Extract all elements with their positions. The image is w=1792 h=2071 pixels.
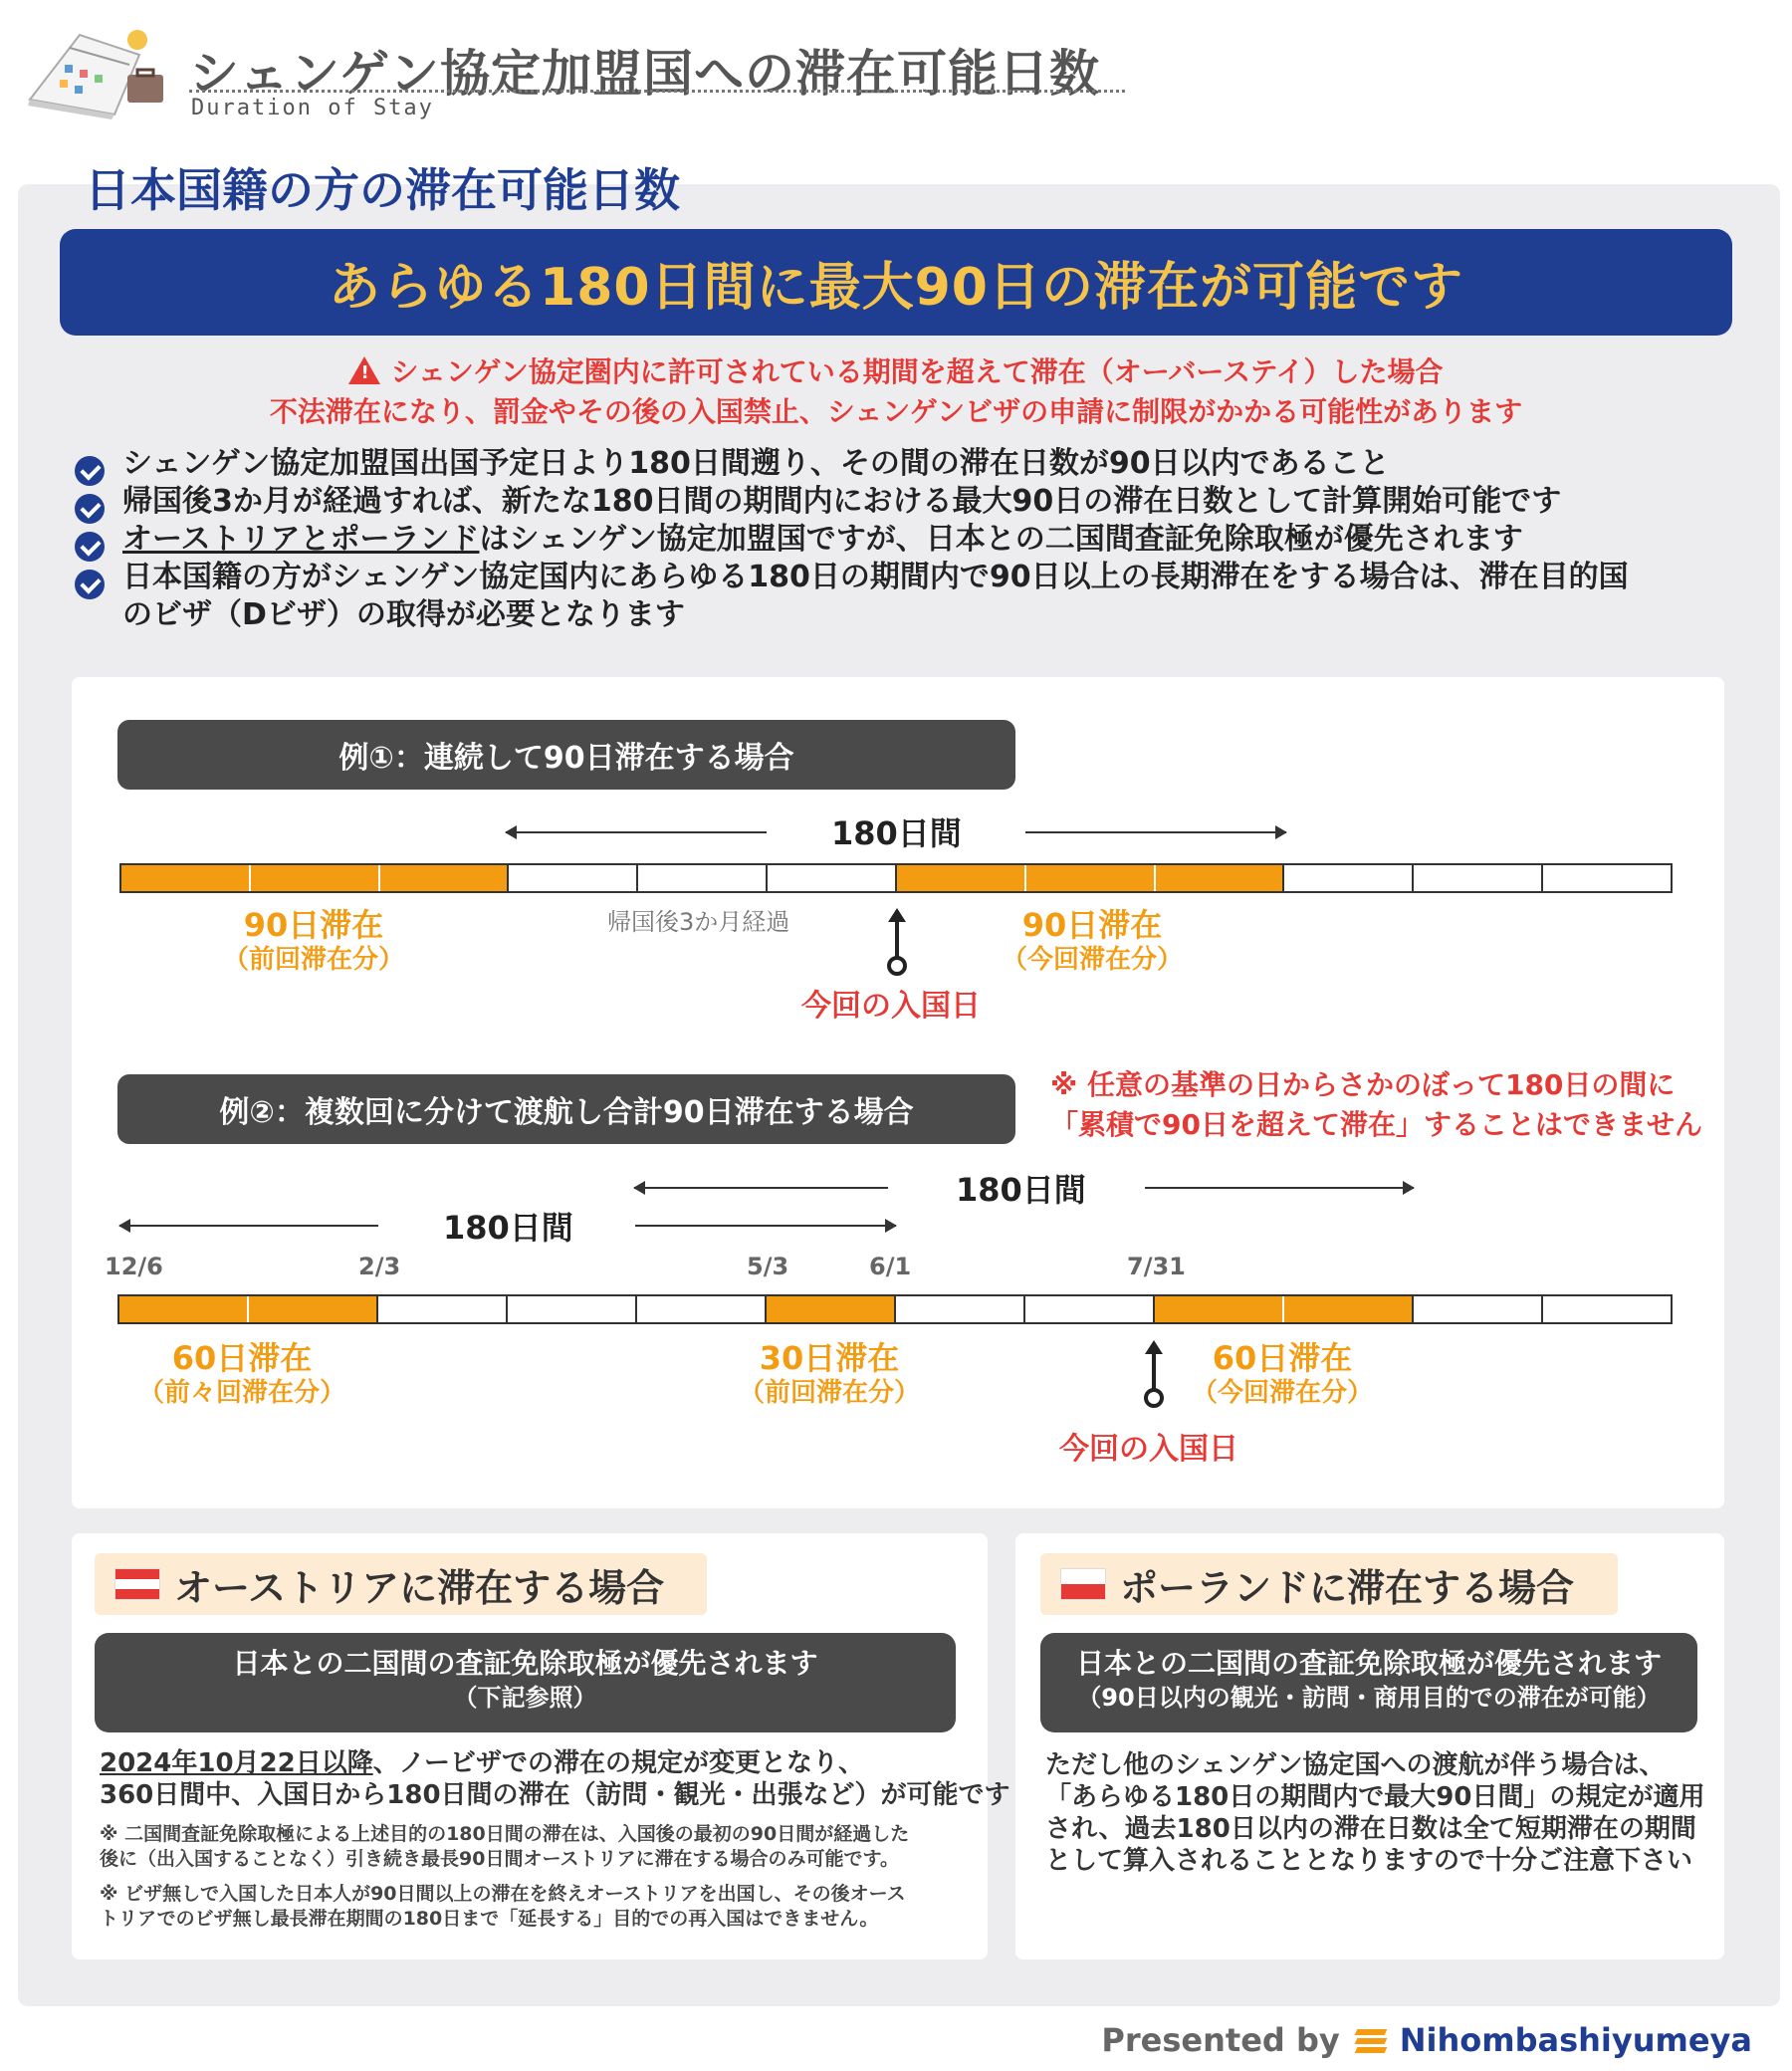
stay-segment bbox=[1026, 865, 1156, 891]
entry-pin-icon bbox=[884, 908, 910, 978]
stay-days: 90日滞在 bbox=[243, 906, 384, 944]
stay-segment bbox=[767, 1296, 896, 1322]
stay-days: 60日滞在 bbox=[1212, 1339, 1353, 1377]
example2-stay-1 bbox=[127, 1339, 356, 1409]
empty-segment bbox=[508, 1296, 637, 1322]
check-icon bbox=[75, 532, 105, 562]
arrow-right bbox=[1025, 831, 1286, 833]
arrow-right bbox=[1145, 1187, 1414, 1189]
rule-line-1: 日本との二国間の査証免除取極が優先されます bbox=[1075, 1647, 1662, 1680]
example1-label: 例①：連続して90日滞在する場合 bbox=[117, 720, 1015, 790]
empty-segment bbox=[509, 865, 638, 891]
empty-segment bbox=[638, 865, 768, 891]
example2-label: 例②：複数回に分けて渡航し合計90日滞在する場合 bbox=[117, 1074, 1015, 1144]
austria-note-1 bbox=[100, 1822, 909, 1872]
stay-segment bbox=[121, 865, 251, 891]
empty-segment bbox=[1414, 865, 1543, 891]
list-item-text: 日本国籍の方がシェンゲン協定国内にあらゆる180日の期間内で90日以上の長期滞在をする場合は、滞在目的国 bbox=[122, 560, 1629, 594]
list-item-text: シェンゲン協定加盟国出国予定日より180日間遡り、その間の滞在日数が90日以内であること bbox=[122, 446, 1390, 481]
check-icon bbox=[75, 494, 105, 524]
empty-segment bbox=[768, 865, 897, 891]
note-line: 後に（出入国することなく）引き続き最長90日間オーストリアに滞在する場合のみ可能です。 bbox=[100, 1848, 899, 1870]
brand-logo-icon bbox=[1352, 2025, 1392, 2055]
note-line: ※ 任意の基準の日からさかのぼって180日の間に bbox=[1050, 1068, 1676, 1101]
section-title: 日本国籍の方の滞在可能日数 bbox=[85, 163, 680, 217]
example1-timeline bbox=[119, 863, 1673, 893]
arrow-left bbox=[634, 1187, 888, 1189]
austria-rule-box bbox=[95, 1633, 956, 1732]
check-icon bbox=[75, 456, 105, 486]
example2-range-label-upper: 180日間 bbox=[956, 1171, 1086, 1209]
note-line: ※ ビザ無しで入国した日本人が90日間以上の滞在を終えオーストリアを出国し、その後オース bbox=[100, 1883, 906, 1905]
empty-segment bbox=[1414, 1296, 1543, 1322]
empty-segment bbox=[1025, 1296, 1155, 1322]
stay-segment bbox=[251, 865, 380, 891]
date-label: 6/1 bbox=[869, 1253, 912, 1280]
rule-line-2: （下記参照） bbox=[453, 1684, 597, 1712]
body-line: 、ノービザでの滞在の規定が変更となり、 bbox=[372, 1748, 864, 1778]
austria-card-title bbox=[95, 1553, 707, 1615]
poland-flag-icon bbox=[1060, 1568, 1106, 1600]
body-line: 「あらゆる180日の期間内で最大90日間」の規定が適用 bbox=[1045, 1782, 1705, 1812]
arrow-left bbox=[119, 1225, 378, 1227]
austria-note-2 bbox=[100, 1882, 906, 1932]
empty-segment bbox=[896, 1296, 1025, 1322]
example1-entry-label: 今回の入国日 bbox=[801, 989, 981, 1024]
stay-segment bbox=[897, 865, 1026, 891]
date-label: 7/31 bbox=[1127, 1253, 1186, 1280]
warning-line-2: 不法滞在になり、罰金やその後の入国禁止、シェンゲンビザの申請に制限がかかる可能性があります bbox=[269, 395, 1523, 428]
example2-note bbox=[1050, 1065, 1702, 1145]
poland-rule-box bbox=[1040, 1633, 1697, 1732]
date-label: 2/3 bbox=[358, 1253, 401, 1280]
example1-gap-note: 帰国後3か月経過 bbox=[607, 908, 790, 936]
list-item-underlined: オーストリアとポーランド bbox=[122, 522, 480, 557]
poland-card-title bbox=[1040, 1553, 1618, 1615]
list-item-text-cont: のビザ（Dビザ）の取得が必要となります bbox=[122, 597, 685, 632]
warning-text-1: シェンゲン協定圏内に許可されている期間を超えて滞在（オーバーステイ）した場合 bbox=[390, 355, 1444, 388]
body-line: 360日間中、入国日から180日間の滞在（訪問・観光・出張など）が可能です bbox=[100, 1780, 1010, 1810]
example2-stay-2 bbox=[725, 1339, 934, 1409]
arrow-right bbox=[635, 1225, 896, 1227]
rules-list bbox=[75, 445, 1767, 634]
card-title-text: ポーランドに滞在する場合 bbox=[1120, 1565, 1575, 1610]
list-item bbox=[75, 521, 1767, 559]
body-line: として算入されることとなりますので十分ご注意下さい bbox=[1045, 1846, 1693, 1876]
empty-segment bbox=[637, 1296, 767, 1322]
example1-curr-stay bbox=[988, 906, 1197, 976]
header-divider bbox=[189, 90, 1125, 93]
page-title: シェンゲン協定加盟国への滞在可能日数 bbox=[189, 45, 1100, 103]
list-item-text: はシェンゲン協定加盟国ですが、日本との二国間査証免除取極が優先されます bbox=[479, 522, 1523, 557]
list-item bbox=[75, 445, 1767, 483]
stay-segment bbox=[1284, 1296, 1414, 1322]
list-item-text: 帰国後3か月が経過すれば、新たな180日間の期間内における最大90日の滞在日数として計算開始可能です bbox=[122, 484, 1562, 519]
empty-segment bbox=[1543, 865, 1671, 891]
calendar-travel-icon bbox=[20, 20, 169, 124]
stay-caption: （今回滞在分） bbox=[1001, 945, 1183, 975]
card-title-text: オーストリアに滞在する場合 bbox=[174, 1565, 665, 1610]
stay-segment bbox=[249, 1296, 378, 1322]
stay-days: 30日滞在 bbox=[759, 1339, 900, 1377]
page-header bbox=[20, 20, 1115, 129]
example2-range-label-lower: 180日間 bbox=[443, 1209, 573, 1247]
body-line: ただし他のシェンゲン協定国への渡航が伴う場合は、 bbox=[1045, 1750, 1666, 1780]
stay-segment bbox=[1156, 865, 1285, 891]
empty-segment bbox=[1543, 1296, 1671, 1322]
date-label: 12/6 bbox=[105, 1253, 163, 1280]
warning-icon: ! bbox=[348, 356, 380, 384]
check-icon bbox=[75, 570, 105, 599]
entry-pin-icon bbox=[1141, 1340, 1167, 1410]
body-line: され、過去180日以内の滞在日数は全て短期滞在の期間 bbox=[1045, 1814, 1696, 1844]
example1-range-label: 180日間 bbox=[831, 814, 962, 852]
example2-entry-label: 今回の入国日 bbox=[1059, 1432, 1238, 1467]
rule-line-2: （90日以内の観光・訪問・商用目的での滞在が可能） bbox=[1077, 1684, 1661, 1712]
stay-caption: （前回滞在分） bbox=[222, 945, 404, 975]
note-line: トリアでのビザ無し最長滞在期間の180日まで「延長する」目的での再入国はできません。 bbox=[100, 1908, 879, 1930]
example2-timeline bbox=[117, 1294, 1673, 1324]
presented-by-text: Presented by bbox=[1101, 2021, 1340, 2059]
austria-body bbox=[100, 1747, 1010, 1811]
stay-segment bbox=[380, 865, 510, 891]
headline-banner bbox=[60, 229, 1732, 336]
stay-segment bbox=[1155, 1296, 1284, 1322]
date-label: 5/3 bbox=[747, 1253, 789, 1280]
page-subtitle: Duration of Stay bbox=[191, 96, 434, 120]
arrow-left bbox=[506, 831, 767, 833]
note-line: 「累積で90日を超えて滞在」することはできません bbox=[1050, 1108, 1702, 1141]
example2-stay-3 bbox=[1178, 1339, 1387, 1409]
headline-text: あらゆる180日間に最大90日の滞在が可能です bbox=[329, 258, 1463, 318]
footer-credit bbox=[1101, 2021, 1752, 2059]
stay-days: 90日滞在 bbox=[1021, 906, 1163, 944]
stay-caption: （今回滞在分） bbox=[1191, 1378, 1373, 1408]
stay-days: 60日滞在 bbox=[171, 1339, 313, 1377]
list-item bbox=[75, 483, 1767, 521]
note-line: ※ 二国間査証免除取極による上述目的の180日間の滞在は、入国後の最初の90日間が経過した bbox=[100, 1823, 910, 1845]
empty-segment bbox=[1284, 865, 1414, 891]
warning-line-1 bbox=[0, 350, 1792, 390]
brand-name: Nihombashiyumeya bbox=[1399, 2021, 1752, 2059]
stay-caption: （前回滞在分） bbox=[738, 1378, 920, 1408]
example1-prev-stay bbox=[209, 906, 418, 976]
austria-flag-icon bbox=[114, 1568, 160, 1600]
body-date: 2024年10月22日以降 bbox=[100, 1748, 373, 1778]
poland-body bbox=[1045, 1749, 1704, 1877]
empty-segment bbox=[378, 1296, 508, 1322]
list-item bbox=[75, 559, 1767, 634]
stay-caption: （前々回滞在分） bbox=[137, 1378, 345, 1408]
rule-line-1: 日本との二国間の査証免除取極が優先されます bbox=[232, 1647, 818, 1680]
stay-segment bbox=[119, 1296, 249, 1322]
